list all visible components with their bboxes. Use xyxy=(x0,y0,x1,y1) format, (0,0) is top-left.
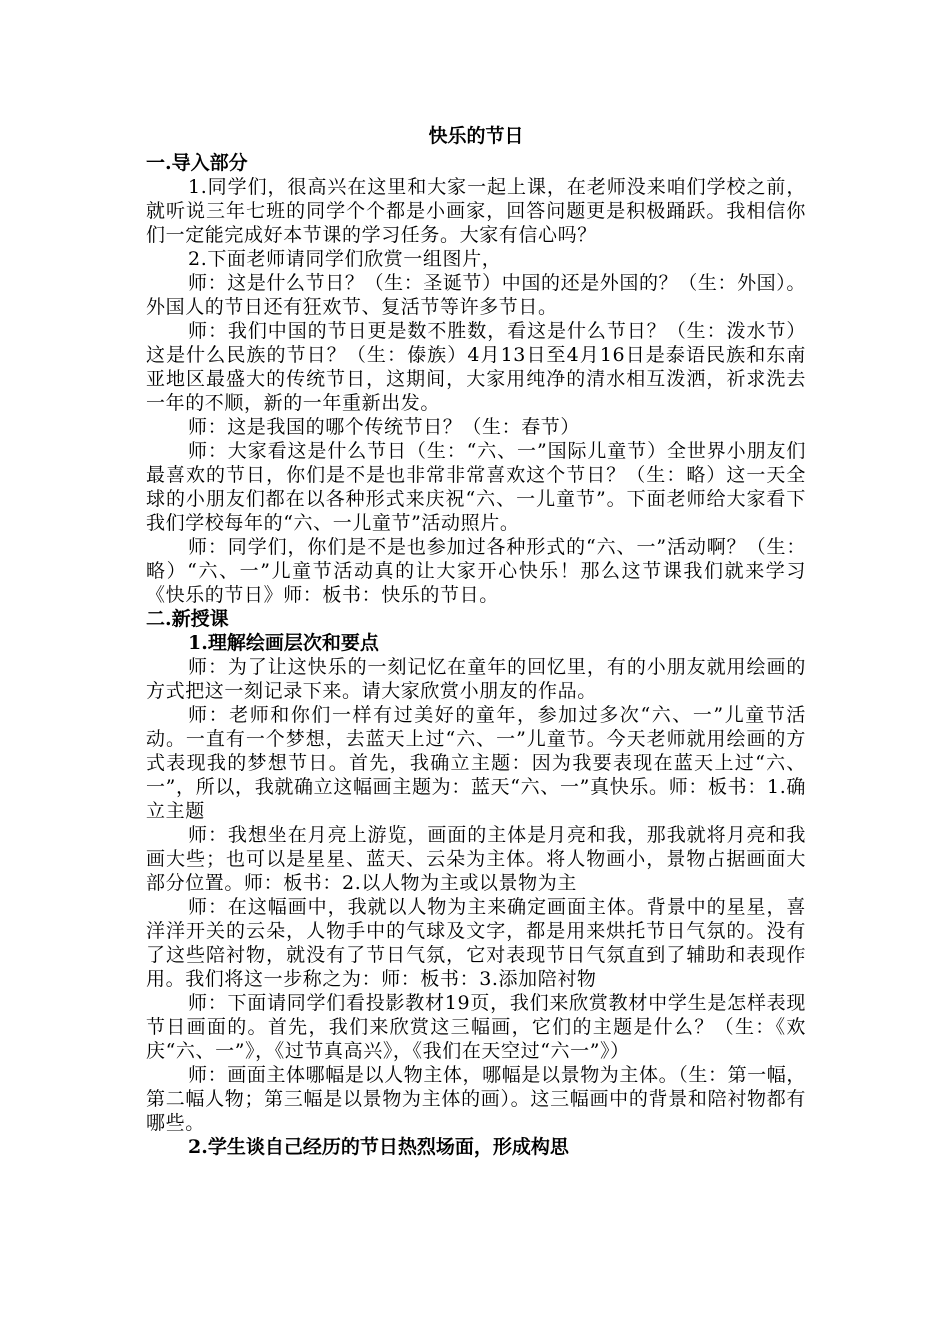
paragraph: 师：画面主体哪幅是以人物主体，哪幅是以景物为主体。（生：第一幅，第二幅人物；第三幅是以景物为主体的画）。这三幅画中的背景和陪衬物都有哪些。 xyxy=(146,1064,806,1134)
paragraph: 师：这是什么节日？（生：圣诞节）中国的还是外国的？（生：外国）。外国人的节日还有狂欢节、复活节等许多节日。 xyxy=(146,272,806,318)
document-title: 快乐的节日 xyxy=(428,125,524,147)
paragraph: 师：这是我国的哪个传统节日？（生：春节） xyxy=(188,416,581,438)
paragraph: 师：老师和你们一样有过美好的童年，参加过多次“六、一”儿童节活动。一直有一个梦想，去蓝天上过“六、一”儿童节。今天老师就用绘画的方式表现我的梦想节日。首先，我确立主题：因为我要表现在蓝天上过“六、一”，所以，我就确立这幅画主题为：蓝天“六、一”真快乐。师：板书：1.确立主题 xyxy=(146,704,806,822)
section-heading-intro: 一.导入部分 xyxy=(146,152,248,174)
paragraph: 师：同学们，你们是不是也参加过各种形式的“六、一”活动啊？（生：略）“六、一”儿童节活动真的让大家开心快乐！那么这节课我们就来学习《快乐的节日》师：板书：快乐的节日。 xyxy=(146,536,806,606)
document-page xyxy=(146,122,806,1159)
paragraph: 师：我们中国的节日更是数不胜数，看这是什么节日？（生：泼水节）这是什么民族的节日？（生：傣族）4月13日至4月16日是泰语民族和东南亚地区最盛大的传统节日，这期间，大家用纯净的清水相互泼洒，祈求洗去一年的不顺，新的一年重新出发。 xyxy=(146,320,806,414)
section-heading-new-lesson: 二.新授课 xyxy=(146,608,229,630)
subsection-heading-student-talk: 2.学生谈自己经历的节日热烈场面，形成构思 xyxy=(188,1136,569,1158)
paragraph: 师：为了让这快乐的一刻记忆在童年的回忆里，有的小朋友就用绘画的方式把这一刻记录下来。请大家欣赏小朋友的作品。 xyxy=(146,656,806,702)
paragraph: 师：大家看这是什么节日（生：“六、一”国际儿童节）全世界小朋友们最喜欢的节日，你们是不是也非常非常喜欢这个节日？（生：略）这一天全球的小朋友们都在以各种形式来庆祝“六、一儿童节”。下面老师给大家看下我们学校每年的“六、一儿童节”活动照片。 xyxy=(146,440,806,534)
paragraph: 师：在这幅画中，我就以人物为主来确定画面主体。背景中的星星，喜洋洋开关的云朵，人物手中的气球及文字，都是用来烘托节日气氛的。没有了这些陪衬物，就没有了节日气氛，它对表现节日气氛直到了辅助和表现作用。我们将这一步称之为：师：板书：3.添加陪衬物 xyxy=(146,896,806,990)
paragraph: 1.同学们，很高兴在这里和大家一起上课，在老师没来咱们学校之前，就听说三年七班的同学个个都是小画家，回答问题更是积极踊跃。我相信你们一定能完成好本节课的学习任务。大家有信心吗？ xyxy=(146,176,806,246)
paragraph: 2.下面老师请同学们欣赏一组图片， xyxy=(188,248,502,270)
subsection-heading-drawing-layers: 1.理解绘画层次和要点 xyxy=(188,632,379,654)
paragraph: 师：下面请同学们看投影教材19页，我们来欣赏教材中学生是怎样表现节日画面的。首先，我们来欣赏这三幅画，它们的主题是什么？（生：《欢庆“六、一”》，《过节真高兴》，《我们在天空过“六一”》） xyxy=(146,992,806,1062)
paragraph: 师：我想坐在月亮上游览，画面的主体是月亮和我，那我就将月亮和我画大些；也可以是星星、蓝天、云朵为主体。将人物画小，景物占据画面大部分位置。师：板书：2.以人物为主或以景物为主 xyxy=(146,824,806,894)
